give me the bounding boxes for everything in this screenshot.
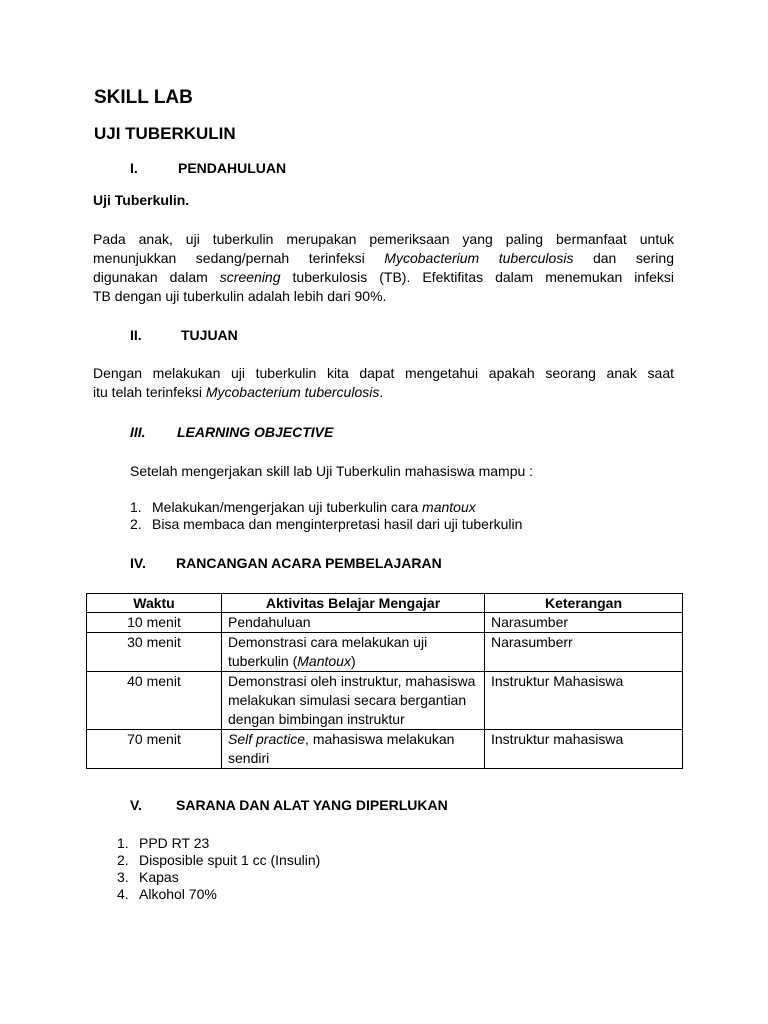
list-number: 1. [130,499,142,515]
paragraph-line: TB dengan uji tuberkulin adalah lebih dari 90%. [93,288,387,304]
cell-keterangan: Instruktur Mahasiswa [485,672,683,730]
table-header-row [87,594,683,613]
list-number: 2. [130,516,142,532]
cell-waktu: 10 menit [87,613,222,633]
cell-aktivitas: Pendahuluan [222,613,485,633]
paragraph-line [93,230,674,249]
cell-waktu: 40 menit [87,672,222,730]
italic-term: screening [219,269,281,285]
cell-aktivitas: Demonstrasi oleh instruktur, mahasiswa melakukan simulasi secara bergantian dengan bimbingan instruktur [222,672,485,730]
paragraph-line: Dengan melakukan uji tuberkulin kita dapat mengetahui apakah seorang anak saat [93,365,674,381]
text-run: Alkohol 70% [139,886,217,902]
text-run: Melakukan/mengerjakan uji tuberkulin cara [152,499,423,515]
paragraph-line [93,383,674,402]
list-item [130,516,522,533]
text-run: digunakan dalam [93,269,220,285]
cell-keterangan: Instruktur mahasiswa [485,730,683,769]
text-run: . [379,384,384,400]
objective-list [130,499,522,533]
list-number: 3. [117,869,129,885]
text-run: dan sering [573,250,674,266]
column-header-waktu: Waktu [87,594,222,613]
section-title: LEARNING OBJECTIVE [177,424,334,440]
table-row [87,672,683,730]
document-subtitle: UJI TUBERKULIN [94,124,236,143]
text-run: Bisa membaca dan menginterpretasi hasil dari uji tuberkulin [152,516,523,532]
list-item [117,852,320,869]
list-item [117,869,320,886]
section-number: V. [130,797,142,813]
text-run: Pada anak, uji tuberkulin merupakan pemeriksaan yang paling bermanfaat untuk [93,231,674,247]
section-title: PENDAHULUAN [178,160,287,176]
cell-aktivitas [222,633,485,672]
list-number: 1. [117,835,129,851]
section-title: TUJUAN [181,327,238,343]
cell-aktivitas [222,730,485,769]
list-number: 2. [117,852,129,868]
text-run: PPD RT 23 [139,835,210,851]
text-run: Demonstrasi cara melakukan uji tuberkulin ( [228,634,428,669]
italic-term: Self practice [228,731,306,747]
italic-term: Mantoux [297,653,351,669]
pendahuluan-heading: Uji Tuberkulin. [93,192,190,208]
table-row [87,633,683,672]
section-number: III. [130,424,146,440]
tujuan-paragraph [93,364,674,402]
list-item [117,835,320,852]
section-number: I. [130,160,138,176]
schedule-table [86,593,683,769]
cell-keterangan: Narasumberr [485,633,683,672]
document-title: SKILL LAB [94,87,193,108]
sarana-list [117,835,320,903]
text-run: menunjukkan sedang/pernah terinfeksi [93,250,385,266]
objective-intro: Setelah mengerjakan skill lab Uji Tuberkulin mahasiswa mampu : [130,463,534,479]
paragraph-line [93,268,674,287]
cell-waktu: 70 menit [87,730,222,769]
section-title: SARANA DAN ALAT YANG DIPERLUKAN [176,797,448,813]
cell-keterangan: Narasumber [485,613,683,633]
section-title: RANCANGAN ACARA PEMBELAJARAN [176,555,442,571]
list-item [130,499,522,516]
pendahuluan-paragraph [93,230,674,306]
text-run: tuberkulosis (TB). Efektifitas dalam menemukan infeksi [280,269,674,285]
text-run: Disposible spuit 1 cc (Insulin) [139,852,321,868]
text-run: Kapas [139,869,179,885]
section-number: IV. [130,555,146,571]
table-row [87,730,683,769]
column-header-aktivitas: Aktivitas Belajar Mengajar [222,594,485,613]
list-number: 4. [117,886,129,902]
list-item [117,886,320,903]
italic-term: mantoux [422,499,476,515]
cell-waktu: 30 menit [87,633,222,672]
paragraph-line [93,249,674,268]
section-number: II. [130,327,142,343]
italic-term: Mycobacterium tuberculosis [205,384,380,400]
text-run: ) [350,653,356,669]
column-header-keterangan: Keterangan [485,594,683,613]
italic-term: Mycobacterium tuberculosis [384,250,574,266]
text-run: , mahasiswa melakukan sendiri [228,731,455,766]
text-run: itu telah terinfeksi [93,384,206,400]
table-row [87,613,683,633]
